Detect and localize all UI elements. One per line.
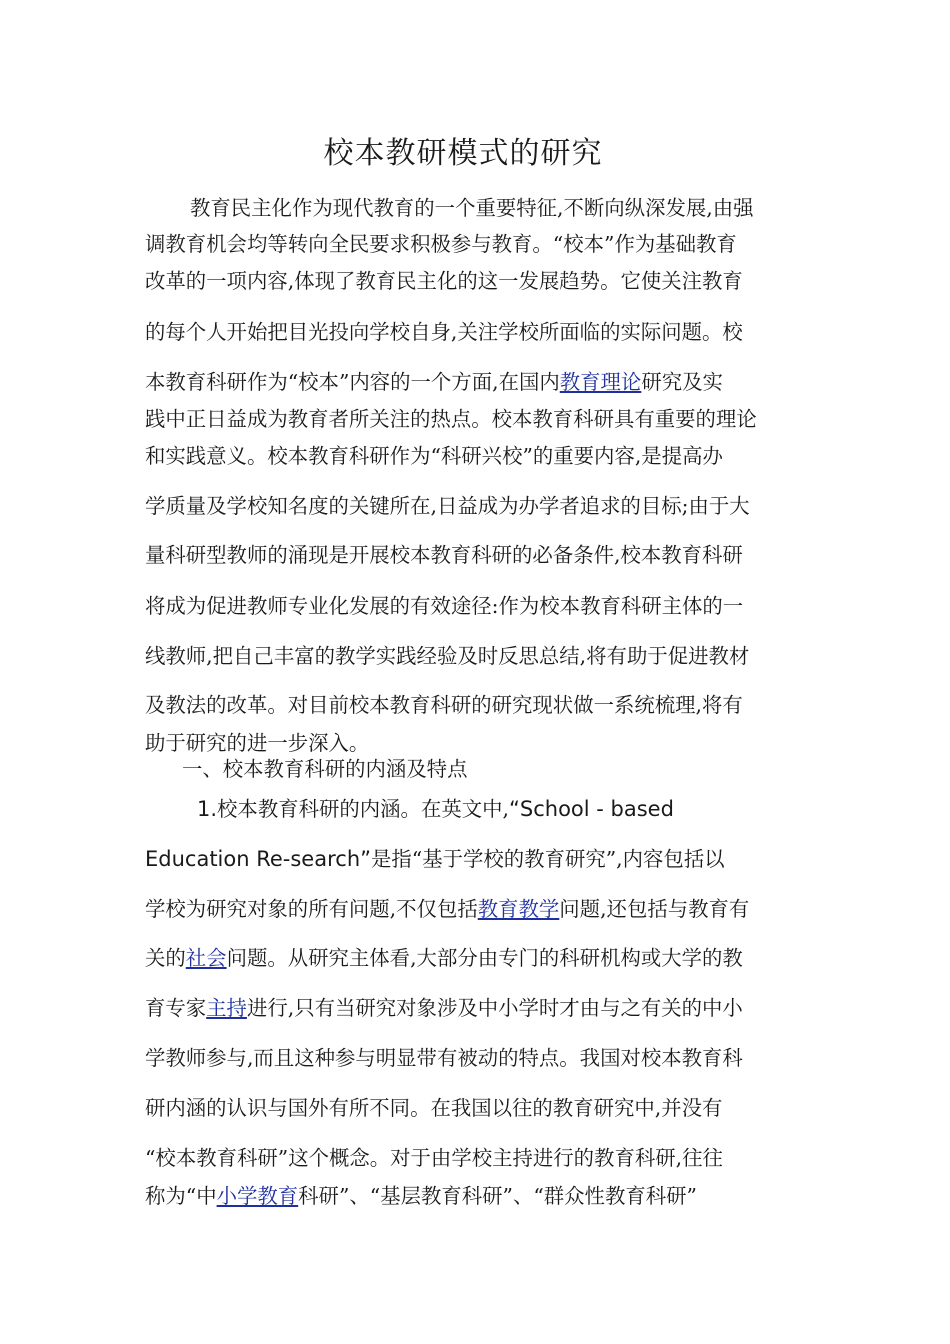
section-heading: 一、校本教育科研的内涵及特点 [182,757,468,781]
paragraph-line: 将成为促进教师专业化发展的有效途径:作为校本教育科研主体的一 [145,594,744,618]
line-text: “School - based [509,797,674,821]
line-text: 关的 [145,946,186,970]
line-text: 问题。从研究主体看,大部分由专门的科研机构或大学的教 [226,946,743,970]
paragraph-line: 的每个人开始把目光投向学校自身,关注学校所面临的实际问题。校 [145,320,743,344]
paragraph-line [145,847,725,871]
line-text: 本教育科研作为“校本”内容的一个方面,在国内 [145,370,560,394]
paragraph-line: 研内涵的认识与国外有所不同。在我国以往的教育研究中,并没有 [145,1096,723,1120]
line-text: 学校为研究对象的所有问题,不仅包括 [145,897,478,921]
line-text: 校本教育科研的内涵。在英文中, [217,797,509,821]
line-text: 1. [197,797,218,821]
paragraph-line: 学教师参与,而且这种参与明显带有被动的特点。我国对校本教育科 [145,1046,743,1070]
link-host[interactable]: 主持 [206,996,247,1020]
paragraph-line: 践中正日益成为教育者所关注的热点。校本教育科研具有重要的理论 [145,407,757,431]
line-text: 研究及实 [641,370,723,394]
line-text: 科研”、“基层教育科研”、“群众性教育科研” [298,1184,697,1208]
line-text: 育专家 [145,996,207,1020]
line-text: 是指“基于学校的教育研究”,内容包括以 [371,847,725,871]
paragraph-line [145,370,723,394]
line-text: 进行,只有当研究对象涉及中小学时才由与之有关的中小 [246,996,743,1020]
paragraph-line: 改革的一项内容,体现了教育民主化的这一发展趋势。它使关注教育 [145,269,743,293]
paragraph-line: 和实践意义。校本教育科研作为“科研兴校”的重要内容,是提高办 [145,444,723,468]
paragraph-line: “校本教育科研”这个概念。对于由学校主持进行的教育科研,往往 [145,1146,723,1170]
paragraph-line: 线教师,把自己丰富的教学实践经验及时反思总结,将有助于促进教材 [145,644,750,668]
paragraph-line [197,797,674,821]
link-education-theory[interactable]: 教育理论 [559,370,642,394]
link-primary-education[interactable]: 小学教育 [216,1184,299,1208]
link-education-teaching[interactable]: 教育教学 [477,897,560,921]
paragraph-line: 助于研究的进一步深入。 [145,731,370,755]
paragraph-line: 及教法的改革。对目前校本教育科研的研究现状做一系统梳理,将有 [145,693,743,717]
paragraph-line [145,897,749,921]
line-text: 称为“中 [145,1184,217,1208]
line-text: Education Re-search” [145,847,372,871]
paragraph-line [145,996,743,1020]
line-text: 问题,还包括与教育有 [559,897,750,921]
paragraph-line: 教育民主化作为现代教育的一个重要特征,不断向纵深发展,由强 [190,196,754,220]
paragraph-line [145,1184,697,1208]
paragraph-line: 量科研型教师的涌现是开展校本教育科研的必备条件,校本教育科研 [145,543,743,567]
paragraph-line [145,946,743,970]
paragraph-line: 调教育机会均等转向全民要求积极参与教育。“校本”作为基础教育 [145,232,737,256]
document-title: 校本教研模式的研究 [323,136,603,171]
link-society[interactable]: 社会 [185,946,227,970]
paragraph-line: 学质量及学校知名度的关键所在,日益成为办学者追求的目标;由于大 [145,494,750,518]
